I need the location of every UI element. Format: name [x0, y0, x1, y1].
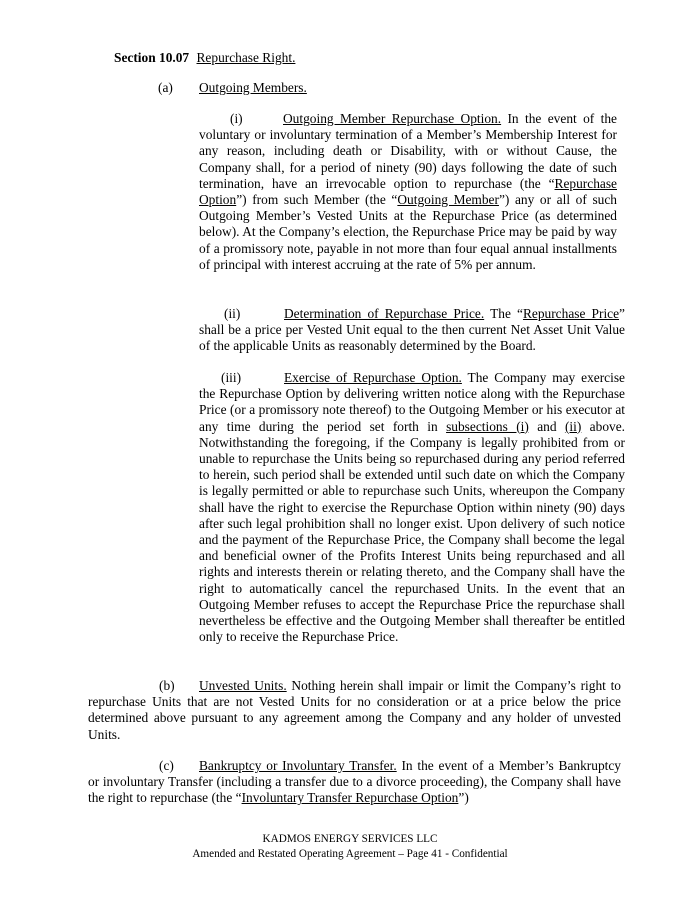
clause-iii-text-1: The Company may exercise the Repurchase Option by delivering written notice along with the Repurchase Price (or a promissory note thereof) to the Outgoing Member or his executor at any time during the period set forth in: [199, 370, 625, 434]
clause-ii: [199, 306, 625, 355]
clause-i-text-1: In the event of the voluntary or involuntary termination of a Member’s Membership Interest for any reason, including death or Disability, with or without Cause, the Company shall, for a period of ninety (90) days following the date of such termination, have an irrevocable option to repurchase (the “: [199, 111, 618, 191]
clause-iii: [199, 370, 625, 645]
subsection-b-label: (b): [159, 678, 175, 693]
section-heading: [114, 50, 295, 66]
clause-ii-label: (ii): [224, 306, 241, 321]
clause-i-term-repurchase-option: Repurchase Option: [199, 175, 617, 208]
clause-i-text-2: ”) from such Member (the “: [236, 192, 398, 208]
clause-iii-ref-subsection-ii: (ii): [564, 418, 582, 434]
subsection-b-text-1: Nothing herein shall impair or limit the Company’s right to repurchase Units that are not Vested Units for no consideration or at a price below the price determined above pursuant to any agreement among the Company and any holder of unvested Units.: [88, 678, 621, 742]
section-number: Section 10.07: [114, 50, 190, 65]
clause-iii-text-2: and: [528, 418, 565, 434]
subsection-c-label: (c): [159, 758, 174, 773]
subsection-c-title: Bankruptcy or Involuntary Transfer.: [199, 758, 397, 773]
subsection-a-heading: [158, 80, 307, 96]
page-footer: [0, 832, 700, 862]
clause-i-text-3: ”) any or all of such Outgoing Member’s Vested Units at the Repurchase Price (as determined below). At the Company’s election, the Repurchase Price may be paid by way of a promissory note, payable in not more than four equal annual installments of principal with interest accruing at the rate of 5% per annum.: [199, 192, 617, 272]
clause-iii-title: Exercise of Repurchase Option.: [284, 370, 462, 385]
clause-ii-text-2: ” shall be a price per Vested Unit equal to the then current Net Asset Unit Value of the applicable Units as reasonably determined by the Board.: [199, 306, 625, 354]
subsection-c-text-2: ”): [458, 790, 469, 806]
subsection-a-title: Outgoing Members.: [199, 80, 307, 95]
clause-iii-text-3: above. Notwithstanding the foregoing, if the Company is legally prohibited from or unable to repurchase the Units being so repurchased during any period referred to herein, such period shall be extended until such date on which the Company is legally permitted or able to repurchase such Units, whereupon the Company shall have the right to exercise the Repurchase Option within ninety (90) days after such legal prohibition shall no longer exist. Upon delivery of such notice and the payment of the Repurchase Price, the Company shall become the legal and beneficial owner of the Profits Interest Units being repurchased and all rights and interests therein or relating thereto, and the Company shall have the right to automatically cancel the repurchased Units. In the event that an Outgoing Member refuses to accept the Repurchase Price the repurchase shall nevertheless be effective and the Outgoing Member shall thereafter be entitled only to receive the Repurchase Price.: [199, 418, 626, 645]
clause-i-title: Outgoing Member Repurchase Option.: [283, 111, 502, 126]
subsection-a-label: (a): [158, 80, 173, 95]
clause-ii-title: Determination of Repurchase Price.: [284, 306, 485, 321]
clause-i: [199, 111, 617, 273]
subsection-c: [88, 758, 621, 807]
section-title: Repurchase Right.: [196, 50, 296, 65]
subsection-c-term-involuntary-transfer: Involuntary Transfer Repurchase Option: [241, 790, 459, 806]
clause-i-label: (i): [230, 111, 243, 126]
clause-iii-label: (iii): [221, 370, 242, 385]
footer-company: KADMOS ENERGY SERVICES LLC: [262, 833, 438, 845]
clause-ii-term-repurchase-price: Repurchase Price: [522, 306, 620, 321]
footer-document: Amended and Restated Operating Agreement – Page 41 - Confidential: [192, 848, 508, 860]
clause-i-term-outgoing-member: Outgoing Member: [397, 192, 499, 208]
clause-ii-text-1: The “: [484, 306, 523, 321]
clause-iii-ref-subsection-i: subsections (i): [446, 418, 529, 434]
subsection-b-title: Unvested Units.: [199, 678, 287, 693]
subsection-c-text-1: In the event of a Member’s Bankruptcy or involuntary Transfer (including a transfer due to a divorce proceeding), the Company shall have the right to repurchase (the “: [88, 758, 621, 806]
subsection-b: [88, 678, 621, 743]
